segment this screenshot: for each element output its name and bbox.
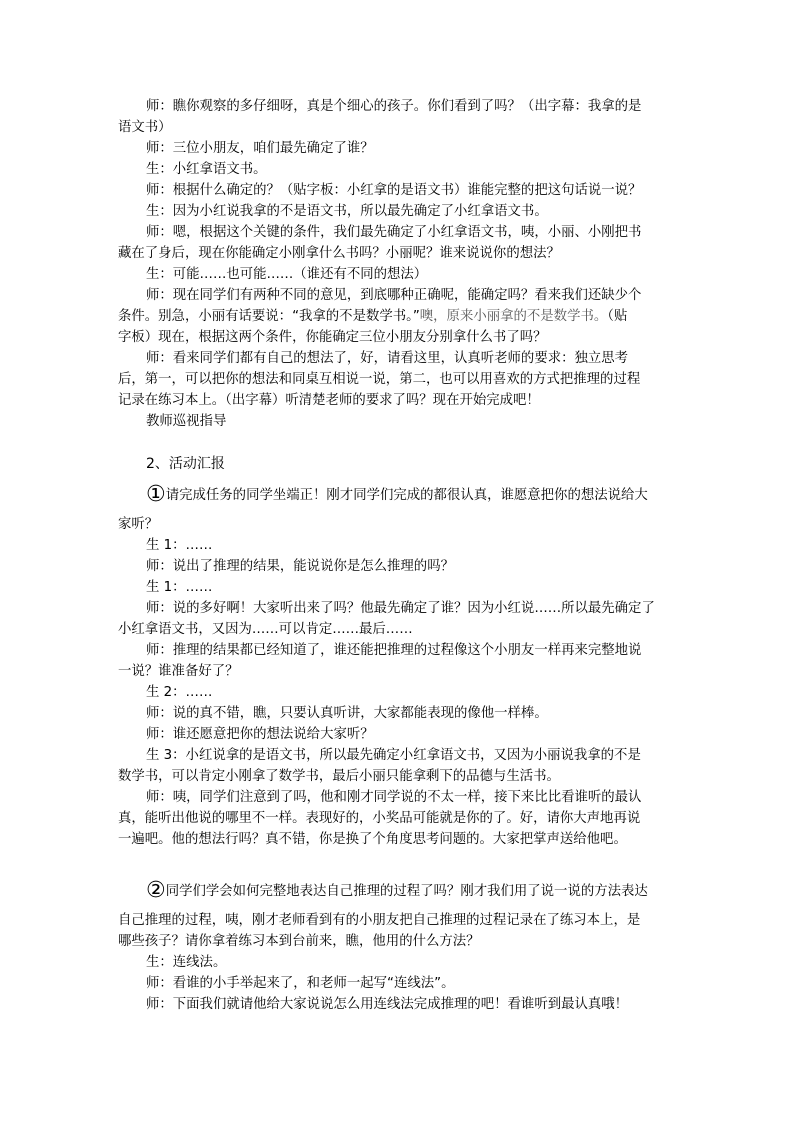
text-line: 后，第一，可以把你的想法和同桌互相说一说，第二，也可以用喜欢的方式把推理的过程 — [118, 372, 641, 387]
text-line: 一遍吧。他的想法行吗？真不错，你是换了个角度思考问题的。大家把掌声送给他吧。 — [118, 832, 627, 847]
section-heading: 2、活动汇报 — [146, 456, 225, 472]
text-line: 记录在练习本上。（出字幕）听清楚老师的要求了吗？现在开始完成吧！ — [118, 393, 540, 408]
text-line: 生：连线法。 — [146, 955, 227, 970]
text-line: 小红拿语文书，又因为……可以肯定……最后…… — [118, 622, 413, 637]
text-line: 师：瞧你观察的多仔细呀，真是个细心的孩子。你们看到了吗？（出字幕：我拿的是 — [146, 99, 642, 114]
text-line: 家听？ — [118, 517, 159, 532]
text-line: 师：说的真不错，瞧，只要认真听讲，大家都能表现的像他一样棒。 — [146, 706, 548, 721]
text-line — [146, 482, 648, 507]
text-line: 师：谁还愿意把你的想法说给大家听？ — [146, 727, 374, 742]
text-line: 藏在了身后，现在你能确定小刚拿什么书吗？小丽呢？谁来说说你的想法？ — [118, 246, 560, 261]
text-line: 哪些孩子？请你拿着练习本到台前来，瞧，他用的什么方法？ — [118, 934, 480, 949]
text-line: 师：说的多好啊！大家听出来了吗？他最先确定了谁？因为小红说……所以最先确定了 — [146, 601, 655, 616]
text-line: 师：现在同学们有两种不同的意见，到底哪种正确呢，能确定吗？看来我们还缺少个 — [146, 288, 642, 303]
text-line: 师：咦，同学们注意到了吗，他和刚才同学说的不太一样，接下来比比看谁听的最认 — [146, 790, 642, 805]
text-line: 生 3：小红说拿的是语文书，所以最先确定小红拿语文书，又因为小丽说我拿的不是 — [146, 748, 641, 763]
text-line — [146, 878, 648, 903]
text-line: 生 1：…… — [146, 538, 213, 553]
text-line: 师：看谁的小手举起来了，和老师一起写“连线法”。 — [146, 976, 455, 991]
text-segment: 同学们学会如何完整地表达自己推理的过程了吗？刚才我们用了说一说的方法表达 — [165, 884, 648, 899]
text-line: 真，能听出他说的哪里不一样。表现好的，小奖品可能就是你的了。好，请你大声地再说 — [118, 811, 641, 826]
text-segment: （贴 — [607, 309, 628, 324]
text-line: 字板）现在，根据这两个条件，你能确定三位小朋友分别拿什么书了吗？ — [118, 330, 547, 345]
text-line: 生：因为小红说我拿的不是语文书，所以最先确定了小红拿语文书。 — [146, 204, 548, 219]
text-line: 师：嗯，根据这个关键的条件，我们最先确定了小红拿语文书，咦，小丽、小刚把书 — [146, 225, 642, 240]
text-segment: 条件。别急，小丽有话要说：“我拿的不是数学书。” — [118, 309, 420, 324]
text-line: 生 1：…… — [146, 580, 213, 595]
text-line: 生：可能……也可能……（谁还有不同的想法） — [146, 267, 428, 282]
circled-number-1: ① — [146, 482, 166, 507]
text-line: 自己推理的过程，咦，刚才老师看到有的小朋友把自己推理的过程记录在了练习本上，是 — [118, 913, 641, 928]
text-line: 师：根据什么确定的？（贴字板：小红拿的是语文书）谁能完整的把这句话说一说？ — [146, 183, 642, 198]
text-line: 生：小红拿语文书。 — [146, 162, 267, 177]
gray-text-segment: 噢，原来小丽拿的不是数学书。 — [419, 309, 608, 324]
text-line: 语文书） — [118, 120, 172, 135]
text-line: 生 2：…… — [146, 685, 213, 700]
text-line: 师：看来同学们都有自己的想法了，好，请看这里，认真听老师的要求：独立思考 — [146, 351, 629, 366]
text-line: 师：说出了推理的结果，能说说你是怎么推理的吗？ — [146, 559, 454, 574]
text-line: 数学书，可以肯定小刚拿了数学书，最后小丽只能拿剩下的品德与生活书。 — [118, 769, 560, 784]
text-segment: 请完成任务的同学坐端正！刚才同学们完成的都很认真，谁愿意把你的想法说给大 — [165, 488, 648, 503]
text-line: 师：下面我们就请他给大家说说怎么用连线法完成推理的吧！看谁听到最认真哦！ — [146, 997, 629, 1012]
text-line: 师：推理的结果都已经知道了，谁还能把推理的过程像这个小朋友一样再来完整地说 — [146, 643, 642, 658]
text-line: 一说？谁准备好了？ — [118, 664, 239, 679]
circled-number-2: ② — [146, 878, 166, 903]
text-line: 教师巡视指导 — [146, 414, 227, 429]
text-line: 师：三位小朋友，咱们最先确定了谁？ — [146, 141, 374, 156]
text-line — [118, 307, 627, 327]
